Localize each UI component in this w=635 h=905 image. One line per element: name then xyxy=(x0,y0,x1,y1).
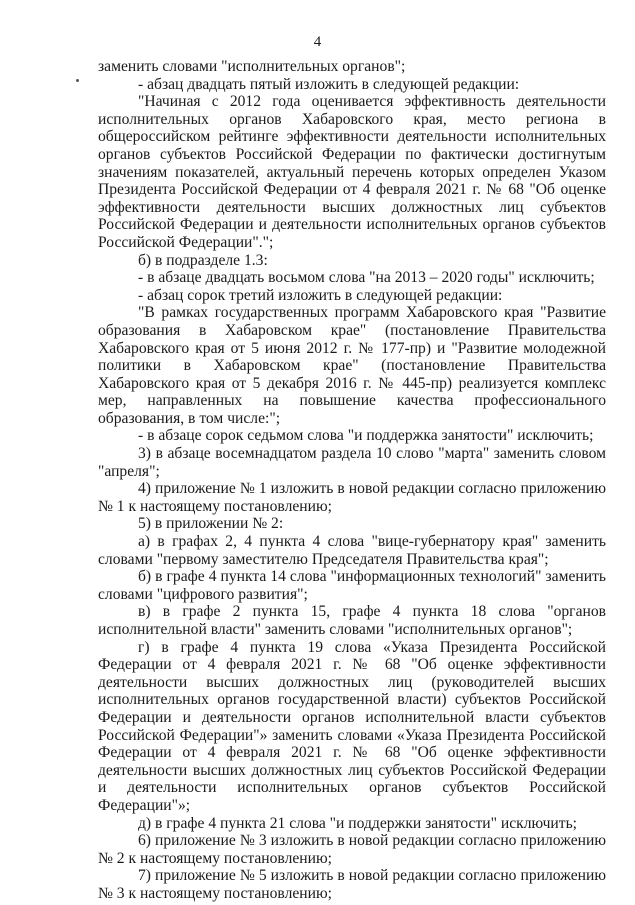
document-body xyxy=(98,58,606,903)
paragraph-6: - абзац сорок третий изложить в следующей редакции: xyxy=(138,286,503,304)
paragraph-8: - в абзаце сорок седьмом слова "и поддержка занятости" исключить; xyxy=(138,427,594,445)
paragraph-5: - в абзаце двадцать восьмом слова "на 2013 – 2020 годы" исключить; xyxy=(138,269,595,287)
paragraph-16: д) в графе 4 пункта 21 слова "и поддержки занятости" исключить; xyxy=(138,814,578,832)
paragraph-13: б) в графе 4 пункта 14 слова "информационных технологий" заменить словами "цифрового развития"; xyxy=(98,568,606,603)
paragraph-3: "Начиная с 2012 года оценивается эффективность деятельности исполнительных органов Хабаровского края, место региона в общероссийском рейтинге эффективности деятельности исполнительных органов субъектов Российской Федерации по фактически достигнутым значениям показателей, актуальный перечень которых определен Указом Президента Российской Федерации от 4 февраля 2021 г. № 68 "Об оценке эффективности деятельности высших должностных лиц субъектов Российской Федерации и деятельности исполнительных органов субъектов Российской Федерации"."; xyxy=(98,93,606,251)
page-number: 4 xyxy=(313,34,322,50)
paragraph-2: - абзац двадцать пятый изложить в следующей редакции: xyxy=(138,75,520,93)
paragraph-14: в) в графе 2 пункта 15, графе 4 пункта 18 слова "органов исполнительной власти" заменить словами "исполнительных органов"; xyxy=(98,603,606,638)
paragraph-1: заменить словами "исполнительных органов"; xyxy=(98,58,406,75)
paragraph-9: 3) в абзаце восемнадцатом раздела 10 слово "марта" заменить словом "апреля"; xyxy=(98,445,606,480)
paragraph-7: "В рамках государственных программ Хабаровского края "Развитие образования в Хабаровском крае" (постановление Правительства Хабаровского края от 5 июня 2012 г. № 177-пр) и "Развитие молодежной политики в Хабаровском крае" (постановление Правительства Хабаровского края от 5 декабря 2016 г. № 445-пр) реализуется комплекс мер, направленных на повышение качества профессионального образования, в том числе:"; xyxy=(98,304,606,427)
paragraph-11: 5) в приложении № 2: xyxy=(138,515,284,533)
scan-mark xyxy=(76,79,79,82)
paragraph-10: 4) приложение № 1 изложить в новой редакции согласно приложению № 1 к настоящему постановлению; xyxy=(98,480,606,515)
paragraph-12: а) в графах 2, 4 пункта 4 слова "вице-губернатору края" заменить словами "первому заместителю Председателя Правительства края"; xyxy=(98,533,606,568)
paragraph-15: г) в графе 4 пункта 19 слова «Указа Президента Российской Федерации от 4 февраля 2021 г. № 68 "Об оценке эффективности деятельности высших должностных лиц (руководителей высших исполнительных органов государственной власти) субъектов Российской Федерации и деятельности органов исполнительной власти субъектов Российской Федерации"» заменить словами «Указа Президента Российской Федерации от 4 февраля 2021 г. № 68 "Об оценке эффективности деятельности высших должностных лиц субъектов Российской Федерации и деятельности исполнительных органов субъектов Российской Федерации"»; xyxy=(98,638,606,814)
paragraph-17: 6) приложение № 3 изложить в новой редакции согласно приложению № 2 к настоящему постановлению; xyxy=(98,832,606,867)
paragraph-4: б) в подразделе 1.3: xyxy=(138,251,268,269)
paragraph-18: 7) приложение № 5 изложить в новой редакции согласно приложению № 3 к настоящему постановлению; xyxy=(98,867,606,902)
